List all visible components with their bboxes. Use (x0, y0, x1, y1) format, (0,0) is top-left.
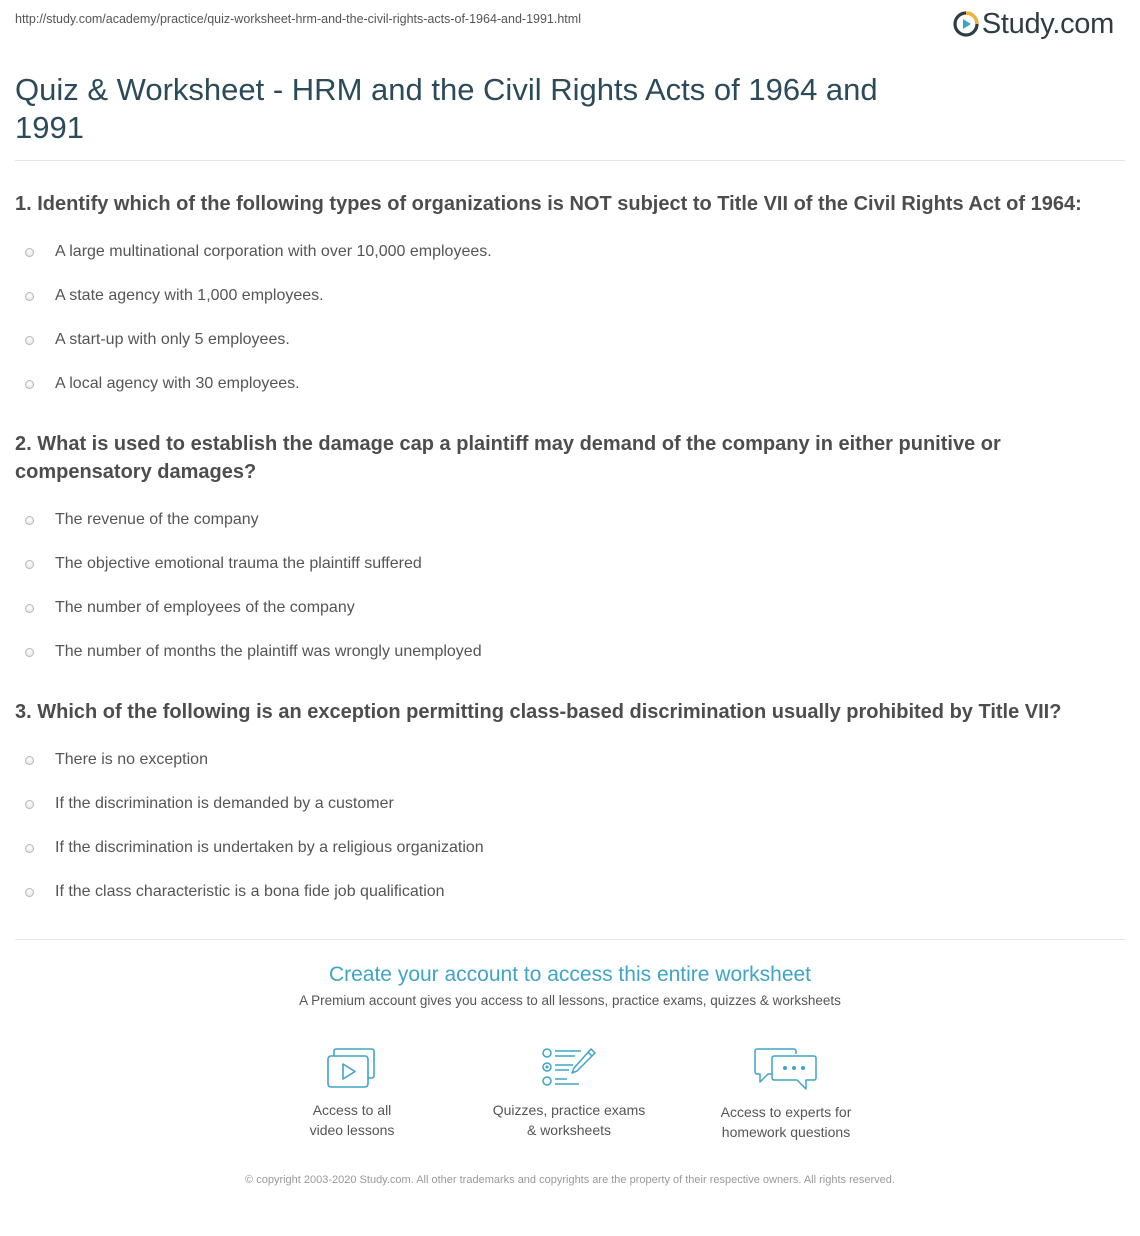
answer-choice[interactable] (15, 318, 1125, 362)
expert-chat-icon (686, 1046, 886, 1092)
choice-label: A state agency with 1,000 employees. (55, 287, 324, 304)
feature-label: Access to all video lessons (309, 1102, 395, 1138)
title-divider (15, 160, 1125, 161)
question-list (15, 190, 1125, 938)
answer-choice[interactable] (15, 826, 1125, 870)
question-2 (15, 430, 1125, 674)
brand-name: Study.com (981, 8, 1114, 40)
feature-quizzes (469, 1046, 669, 1140)
answer-choice[interactable] (15, 274, 1125, 318)
radio-button[interactable] (25, 516, 34, 525)
feature-label: Access to experts for homework questions (720, 1104, 852, 1140)
answer-choice[interactable] (15, 498, 1125, 542)
premium-promo (0, 960, 1140, 1012)
choice-label: The objective emotional trauma the plaintiff suffered (55, 555, 422, 572)
feature-label: Quizzes, practice exams & worksheets (492, 1102, 646, 1138)
radio-button[interactable] (25, 604, 34, 613)
radio-button[interactable] (25, 844, 34, 853)
promo-subtitle: A Premium account gives you access to all lessons, practice exams, quizzes & worksheets (299, 993, 841, 1008)
feature-video-lessons (252, 1046, 452, 1140)
answer-choice[interactable] (15, 362, 1125, 406)
create-account-link[interactable]: Create your account to access this entire worksheet (328, 963, 812, 986)
answer-choice[interactable] (15, 870, 1125, 914)
copyright-notice: © copyright 2003-2020 Study.com. All other trademarks and copyrights are the property of their respective owners. All rights reserved. (245, 1174, 895, 1186)
promo-divider (15, 939, 1125, 940)
play-circle-icon (953, 11, 979, 37)
answer-choice[interactable] (15, 782, 1125, 826)
choice-label: A start-up with only 5 employees. (55, 331, 290, 348)
question-text: 3. Which of the following is an exception permitting class-based discrimination usually prohibited by Title VII? (15, 701, 1062, 723)
question-text: 2. What is used to establish the damage cap a plaintiff may demand of the company in either punitive or compensatory damages? (15, 433, 1001, 483)
radio-button[interactable] (25, 800, 34, 809)
choice-label: If the discrimination is demanded by a customer (55, 795, 394, 812)
choice-label: There is no exception (55, 751, 208, 768)
radio-button[interactable] (25, 648, 34, 657)
feature-experts (686, 1046, 886, 1142)
question-text: 1. Identify which of the following types of organizations is NOT subject to Title VII of the Civil Rights Act of 1964: (15, 193, 1082, 215)
question-1 (15, 190, 1125, 406)
radio-button[interactable] (25, 336, 34, 345)
quiz-checklist-icon (469, 1046, 669, 1090)
choice-label: A local agency with 30 employees. (55, 375, 300, 392)
study-com-logo[interactable] (953, 8, 1114, 40)
choice-label: The number of employees of the company (55, 599, 355, 616)
answer-choice[interactable] (15, 738, 1125, 782)
page-title: Quiz & Worksheet - HRM and the Civil Rights Acts of 1964 and 1991 (15, 72, 878, 145)
answer-choice[interactable] (15, 542, 1125, 586)
answer-choice[interactable] (15, 230, 1125, 274)
video-lessons-icon (252, 1046, 452, 1090)
question-3 (15, 698, 1125, 914)
premium-features (0, 1046, 1140, 1146)
top-bar (15, 0, 1125, 48)
page-url: http://study.com/academy/practice/quiz-worksheet-hrm-and-the-civil-rights-acts-of-1964-and-1991.html (15, 12, 581, 26)
choice-label: The revenue of the company (55, 511, 259, 528)
radio-button[interactable] (25, 380, 34, 389)
radio-button[interactable] (25, 292, 34, 301)
answer-choice[interactable] (15, 586, 1125, 630)
choice-label: A large multinational corporation with over 10,000 employees. (55, 243, 492, 260)
choice-label: If the class characteristic is a bona fide job qualification (55, 883, 445, 900)
radio-button[interactable] (25, 888, 34, 897)
choice-label: If the discrimination is undertaken by a religious organization (55, 839, 484, 856)
answer-choice[interactable] (15, 630, 1125, 674)
choice-label: The number of months the plaintiff was wrongly unemployed (55, 643, 482, 660)
radio-button[interactable] (25, 248, 34, 257)
radio-button[interactable] (25, 560, 34, 569)
radio-button[interactable] (25, 756, 34, 765)
